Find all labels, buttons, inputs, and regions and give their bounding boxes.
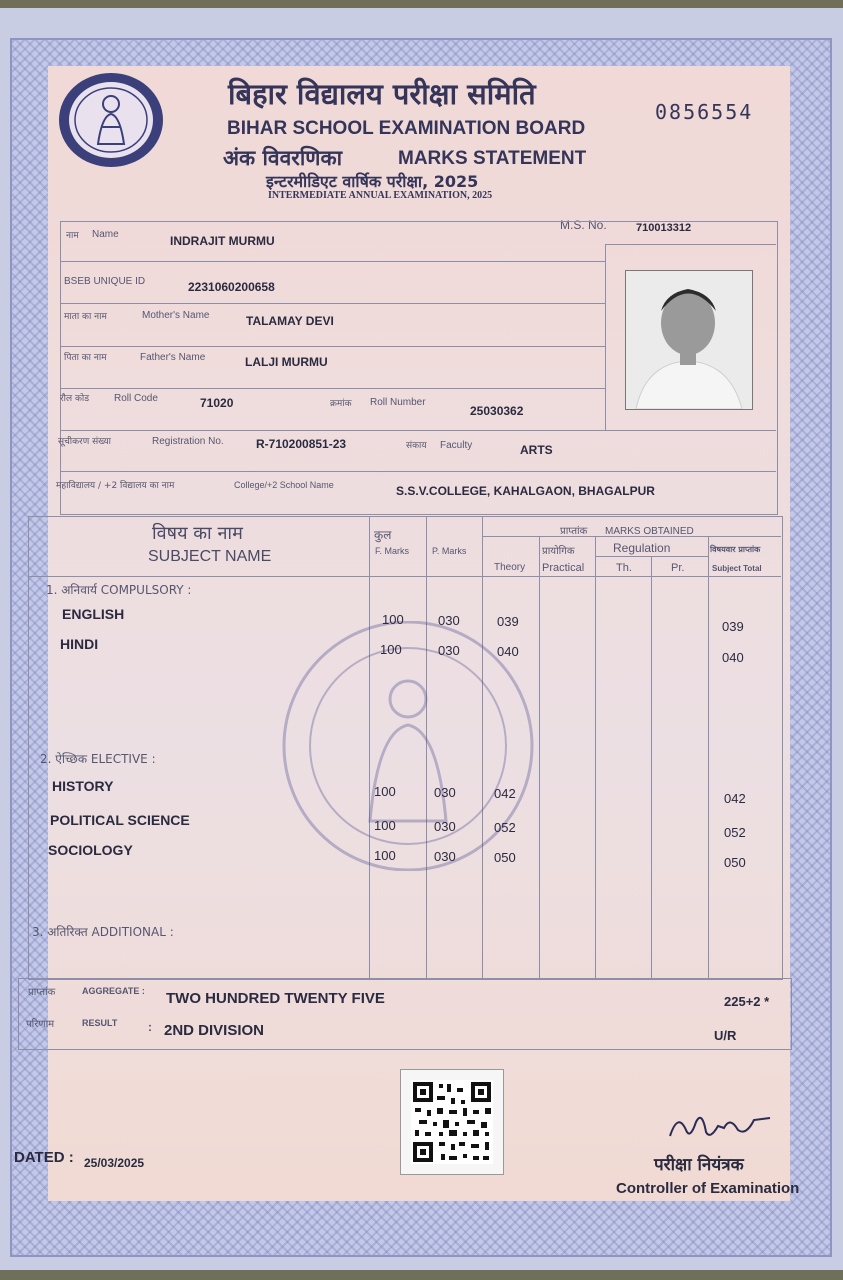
pass-marks: 030 — [434, 849, 456, 864]
faculty-value: ARTS — [520, 443, 553, 457]
ms-no-value: 710013312 — [636, 222, 692, 234]
practical-header: Practical — [542, 562, 585, 574]
theory-marks: 039 — [497, 614, 519, 629]
pass-marks-header: P. Marks — [432, 546, 467, 556]
aggregate-label-hindi: प्राप्तांक — [28, 987, 56, 998]
subject-total: 050 — [724, 855, 746, 870]
reg-label: Registration No. — [152, 436, 224, 447]
pass-marks: 030 — [438, 643, 460, 658]
qr-code-icon — [400, 1069, 504, 1175]
result-note: U/R — [714, 1028, 737, 1043]
father-label-hindi: पिता का नाम — [64, 353, 107, 363]
reg-no-value: R-710200851-23 — [256, 437, 347, 451]
theory-marks: 052 — [494, 820, 516, 835]
board-name-english: BIHAR SCHOOL EXAMINATION BOARD — [227, 118, 586, 139]
unique-id-value: 2231060200658 — [188, 280, 275, 294]
full-marks: 100 — [374, 848, 396, 863]
result-colon: : — [148, 1020, 152, 1034]
dated-label: DATED : — [14, 1149, 74, 1166]
aggregate-label: AGGREGATE : — [82, 986, 145, 996]
board-seal-watermark — [280, 621, 536, 876]
subject-name: HINDI — [60, 636, 99, 652]
faculty-label-hindi: संकाय — [406, 441, 427, 451]
theory-marks: 050 — [494, 850, 516, 865]
school-label: College/+2 School Name — [234, 480, 334, 490]
name-label-hindi: नाम — [66, 231, 79, 241]
practical-header-hindi: प्रायोगिक — [542, 546, 575, 557]
regulation-pr-header: Pr. — [671, 562, 685, 574]
subject-total: 042 — [724, 791, 746, 806]
marks-statement-paper — [0, 8, 843, 1270]
pass-marks: 030 — [438, 613, 460, 628]
compulsory-heading: 1. अनिवार्य COMPULSORY : — [46, 583, 192, 597]
result-value: 2ND DIVISION — [164, 1022, 265, 1039]
statement-title-english: MARKS STATEMENT — [398, 148, 587, 169]
subject-header-english: SUBJECT NAME — [148, 548, 272, 565]
roll-number-label: Roll Number — [370, 397, 426, 408]
subject-name: ENGLISH — [62, 606, 125, 622]
roll-number-label-hindi: क्रमांक — [330, 399, 352, 409]
roll-number-value: 25030362 — [470, 404, 524, 418]
exam-title-english: INTERMEDIATE ANNUAL EXAMINATION, 2025 — [268, 190, 493, 201]
serial-number: 0856554 — [655, 100, 754, 124]
total-header-hindi: कुल — [374, 528, 392, 542]
controller-title-hindi: परीक्षा नियंत्रक — [654, 1155, 744, 1175]
theory-marks: 040 — [497, 644, 519, 659]
subject-total: 052 — [724, 825, 746, 840]
aggregate-words: TWO HUNDRED TWENTY FIVE — [166, 990, 385, 1007]
theory-marks: 042 — [494, 786, 516, 801]
additional-heading: 3. अतिरिक्त ADDITIONAL : — [32, 925, 174, 939]
mother-label-hindi: माता का नाम — [64, 312, 107, 322]
regulation-th-header: Th. — [616, 562, 632, 574]
subject-total-header: Subject Total — [712, 564, 762, 573]
father-name: LALJI MURMU — [245, 355, 328, 369]
subject-total: 039 — [722, 619, 744, 634]
student-name: INDRAJIT MURMU — [170, 234, 275, 248]
mother-name: TALAMAY DEVI — [246, 314, 334, 328]
roll-code-value: 71020 — [200, 396, 234, 410]
obtained-header-hindi: प्राप्तांक — [560, 526, 588, 537]
board-name-hindi: बिहार विद्यालय परीक्षा समिति — [228, 77, 536, 111]
reg-label-hindi: सूचीकरण संख्या — [58, 437, 111, 447]
father-label: Father's Name — [140, 352, 206, 363]
full-marks: 100 — [374, 818, 396, 833]
subject-header-hindi: विषय का नाम — [152, 523, 243, 544]
faculty-label: Faculty — [440, 440, 473, 451]
obtained-header-english: MARKS OBTAINED — [605, 526, 694, 537]
school-value: S.S.V.COLLEGE, KAHALGAON, BHAGALPUR — [396, 484, 655, 498]
exam-title-hindi: इन्टरमीडिएट वार्षिक परीक्षा, 2025 — [266, 172, 479, 191]
full-marks: 100 — [382, 612, 404, 627]
mother-label: Mother's Name — [142, 310, 210, 321]
result-label-hindi: परिणाम — [26, 1019, 55, 1030]
aggregate-value: 225+2 * — [724, 994, 770, 1009]
school-label-hindi: महाविद्यालय / +2 विद्यालय का नाम — [56, 481, 175, 491]
certificate-body — [14, 66, 800, 1201]
subject-total-header-hindi: विषयवार प्राप्तांक — [710, 545, 761, 554]
roll-code-label: Roll Code — [114, 393, 158, 404]
regulation-header: Regulation — [613, 541, 671, 555]
full-marks-header: F. Marks — [375, 546, 410, 556]
pass-marks: 030 — [434, 819, 456, 834]
subject-name: SOCIOLOGY — [48, 842, 133, 858]
student-photo — [625, 270, 753, 410]
controller-title-english: Controller of Examination — [616, 1180, 800, 1197]
pass-marks: 030 — [434, 785, 456, 800]
result-label: RESULT — [82, 1018, 118, 1028]
elective-heading: 2. ऐच्छिक ELECTIVE : — [40, 752, 156, 766]
roll-code-label-hindi: रौल कोड — [60, 394, 90, 404]
name-label: Name — [92, 229, 119, 240]
board-logo-icon — [58, 72, 164, 168]
ms-no-label: M.S. No. — [560, 218, 607, 232]
dated-value: 25/03/2025 — [84, 1156, 145, 1170]
subject-name: HISTORY — [52, 778, 114, 794]
statement-title-hindi: अंक विवरणिका — [223, 146, 343, 170]
full-marks: 100 — [380, 642, 402, 657]
unique-id-label: BSEB UNIQUE ID — [64, 276, 146, 287]
full-marks: 100 — [374, 784, 396, 799]
subject-total: 040 — [722, 650, 744, 665]
subject-name: POLITICAL SCIENCE — [50, 812, 190, 828]
controller-signature — [666, 1106, 776, 1153]
theory-header: Theory — [494, 562, 526, 573]
